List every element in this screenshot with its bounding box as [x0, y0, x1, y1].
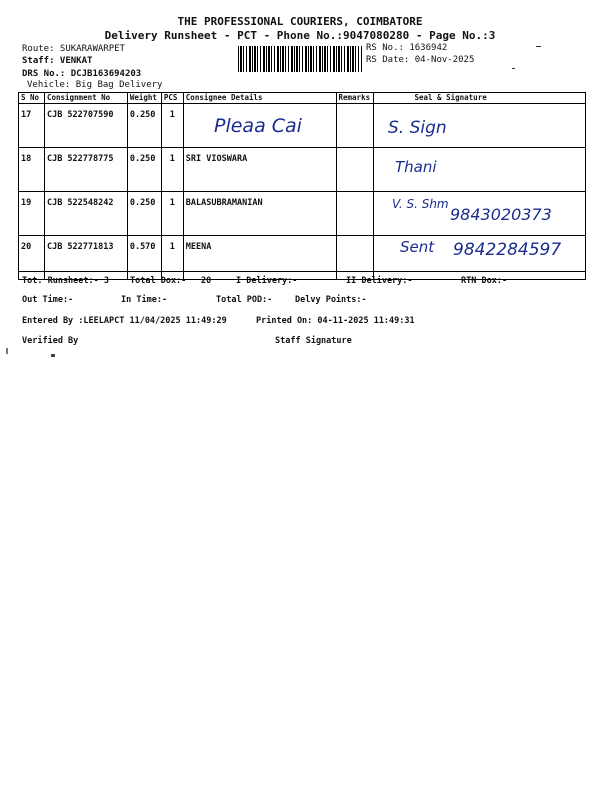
scan-mark [536, 46, 541, 47]
table-header-row [19, 93, 586, 104]
row-remarks [336, 192, 374, 236]
handwritten-signature: Thani [395, 158, 437, 176]
col-weight: Weight [127, 93, 161, 104]
pen-mark [6, 348, 8, 354]
row-sno: 20 [19, 236, 45, 280]
col-pcs: PCS [161, 93, 183, 104]
summary-divider [18, 271, 586, 272]
scan-mark [512, 68, 515, 69]
staff-signature-label: Staff Signature [275, 336, 352, 346]
row-consignment: CJB 522778775 [44, 148, 127, 192]
row-weight: 0.570 [127, 236, 161, 280]
total-pod: Total POD:- [216, 295, 273, 305]
staff-label: Staff: VENKAT [22, 56, 93, 66]
printed-on: Printed On: 04-11-2025 11:49:31 [256, 316, 415, 326]
i-delivery: I Delivery:- [236, 276, 298, 286]
handwritten-phone: 9843020373 [450, 205, 552, 224]
row-pcs: 1 [161, 104, 183, 148]
handwritten-signature: Sent [400, 238, 435, 256]
row-remarks [336, 148, 374, 192]
row-pcs: 1 [161, 192, 183, 236]
row-consignee: SRI VIOSWARA [183, 148, 336, 192]
company-title: THE PROFESSIONAL COURIERS, COIMBATORE [177, 15, 423, 28]
row-pcs: 1 [161, 148, 183, 192]
tot-runsheet: Tot. Runsheet:- 3 [22, 276, 109, 286]
col-consignee: Consignee Details [183, 93, 336, 104]
out-time: Out Time:- [22, 295, 74, 305]
in-time: In Time:- [121, 295, 168, 305]
table-row [19, 104, 586, 148]
row-weight: 0.250 [127, 192, 161, 236]
verified-by: Verified By [22, 336, 79, 346]
row-remarks [336, 236, 374, 280]
row-sno: 18 [19, 148, 45, 192]
row-sno: 17 [19, 104, 45, 148]
row-consignment: CJB 522771813 [44, 236, 127, 280]
row-pcs: 1 [161, 236, 183, 280]
handwritten-signature: S. Sign [388, 118, 447, 138]
row-remarks [336, 104, 374, 148]
row-weight: 0.250 [127, 148, 161, 192]
total-dox-value: 20 [201, 276, 212, 286]
ii-delivery: II Delivery:- [346, 276, 413, 286]
total-dox-label: Total Dox:- [130, 276, 187, 286]
row-consignee: BALASUBRAMANIAN [183, 192, 336, 236]
drs-number: DRS No.: DCJB163694203 [22, 69, 142, 79]
handwritten-consignee: Pleaa Cai [214, 115, 302, 137]
barcode [238, 46, 362, 72]
rtn-dox: RTN Dox:- [461, 276, 508, 286]
col-sno: S No [19, 93, 45, 104]
col-remarks: Remarks [336, 93, 374, 104]
col-signature: Seal & Signature [374, 93, 586, 104]
row-sno: 19 [19, 192, 45, 236]
runsheet-subtitle: Delivery Runsheet - PCT - Phone No.:9047080280 - Page No.:3 [104, 29, 496, 42]
row-consignee: MEENA [183, 236, 336, 280]
pen-mark [51, 354, 55, 357]
col-consignment: Consignment No [44, 93, 127, 104]
row-weight: 0.250 [127, 104, 161, 148]
table-row [19, 148, 586, 192]
entered-by: Entered By :LEELAPCT 11/04/2025 11:49:29 [22, 316, 227, 326]
handwritten-phone: 9842284597 [453, 240, 562, 260]
route-label: Route: SUKARAWARPET [22, 44, 125, 54]
row-consignment: CJB 522707590 [44, 104, 127, 148]
row-consignment: CJB 522548242 [44, 192, 127, 236]
vehicle-label: Vehicle: Big Bag Delivery [27, 80, 163, 90]
rs-number: RS No.: 1636942 [366, 43, 448, 53]
handwritten-signature: V. S. Shm [392, 197, 449, 211]
rs-date: RS Date: 04-Nov-2025 [366, 55, 475, 65]
delvy-points: Delvy Points:- [295, 295, 367, 305]
